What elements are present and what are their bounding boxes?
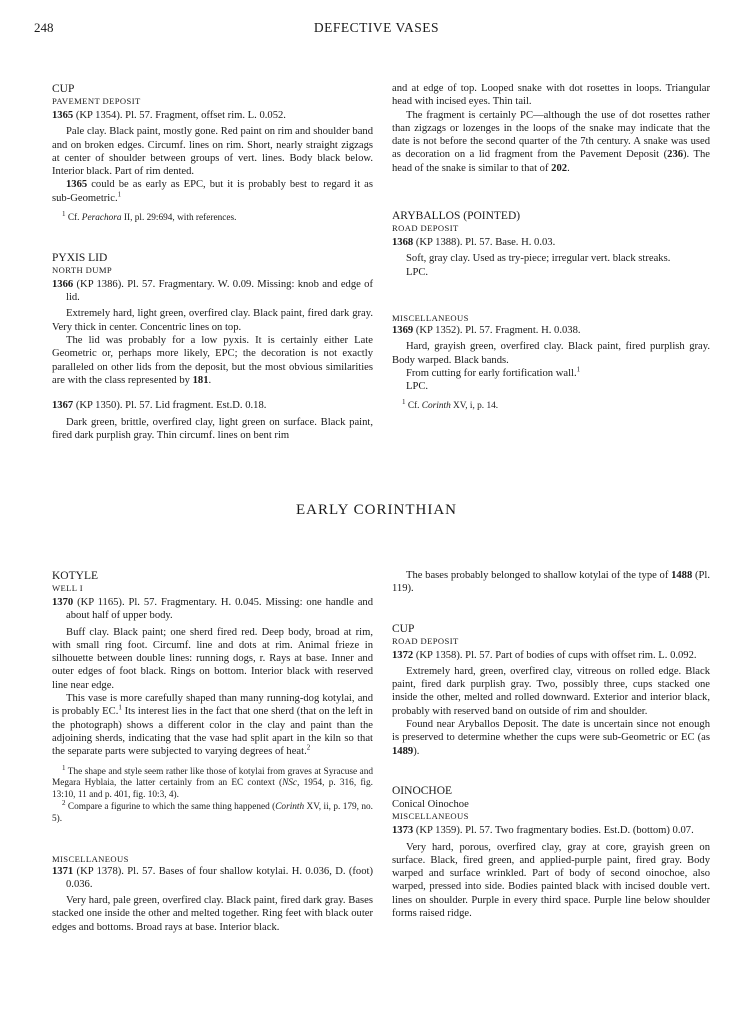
footnote-italic: NSc [282,778,298,789]
footnote-number: 1 [62,209,66,218]
catalog-ref: 1365 [66,179,88,191]
left-bottom-column [52,569,373,934]
catalog-number: 1372 [392,649,414,661]
footnote-number: 1 [62,763,66,772]
comment-text: could be as early as EPC, but it is probably best to regard it as sub-Geometric. [52,179,373,204]
entry-1366-header [52,278,373,305]
footnote-right-1 [392,398,710,413]
footnote-kotyle-2 [52,798,374,826]
oinochoe-deposit: MISCELLANEOUS [392,811,469,822]
entry-1365-description: Pale clay. Black paint, mostly gone. Red paint on rim and shoulder band and on broken edges. Circumf. lines on rim. Short, nearly straight zigzags at center of shoulder between groups of vert. lines. Body black below. Interior black. Part of rim dented. [52,126,373,178]
comment-text: Found near Aryballos Deposit. The date is uncertain since not enough is preserved to determine whether the cups were sub-Geometric or EC (as [392,719,710,744]
entry-1370-comment [52,692,373,758]
entry-1372-header [392,649,710,662]
entry-1368-header [392,236,710,249]
catalog-ref: 1488 [671,570,693,581]
catalog-number: 1366 [52,278,74,290]
entry-text: (KP 1350). Pl. 57. Lid fragment. Est.D. 0.18. [73,400,267,412]
page-number: 248 [34,20,54,35]
cup-deposit: PAVEMENT DEPOSIT [52,96,141,106]
catalog-number: 1367 [52,400,74,412]
footnote-text: Cf. [65,213,82,224]
right-top-column [392,82,710,413]
catalog-number: 1368 [392,237,414,249]
catalog-number: 1370 [52,597,74,608]
comment-text: The fragment is certainly PC—although the use of dot rosettes rather than zigzags or lozenges in the loops of the snake may indicate that the date is not before the second quarter of the 7th century. A snake was used as decoration on a lid fragment from the Pavement Deposit ( [392,109,710,161]
comment-text: Its interest lies in the fact that one sherd (that on the left in the photograph) shows a different color in the clay and paint than the adjoining sherds, indicating that the vase had split apart in the kiln so that the separate parts were subjected to varying degrees of heat. [52,706,373,758]
entry-1372-description: Extremely hard, green, overfired clay, vitreous on rolled edge. Black paint, fired dark purplish gray. Two, possibly three, cups stacked one inside the other, melted and rolled downward. Exterior and interior black, probably with reserved band on outside of rim and shoulder. [392,665,710,717]
footnote-marker: 1 [118,703,122,712]
entry-1366-comment [52,334,373,387]
pyxis-deposit: NORTH DUMP [52,264,113,275]
catalog-number: 1373 [392,825,414,837]
note-text: From cutting for early fortification wall. [406,367,577,379]
entry-text: (KP 1378). Pl. 57. Bases of four shallow kotylai. H. 0.036, D. (foot) 0.036. [66,865,373,890]
footnote-italic: Perachora [81,213,122,224]
entry-1367-header [52,399,373,412]
catalog-number: 1369 [392,324,414,336]
catalog-ref: 202 [551,162,568,174]
entry-1370-description: Buff clay. Black paint; one sherd fired red. Deep body, broad at rim, with small ring foot. Circumf. line and dots at rim. Animal frieze in silhouette between double lines: running dogs, r. Rays at base. Inner and outer edges of foot black. Rings on bottom. Interior black with reserved line near edge. [52,626,373,691]
comment-text: ). [413,745,420,757]
misc-heading: MISCELLANEOUS [52,853,129,864]
entry-1373-header [392,824,710,837]
comment-text: . [208,374,212,386]
footnote-italic: Corinth [275,801,305,812]
kotyle-heading: KOTYLE [52,570,98,582]
comment-text: This vase is more carefully shaped than many running-dog kotylai, and is probably EC. [52,693,373,718]
entry-1371-header [52,865,373,892]
entry-text: (KP 1165). Pl. 57. Fragmentary. H. 0.045. Missing: one handle and about half of upper body. [66,597,373,622]
entry-1369-note [392,367,710,380]
entry-text: (KP 1388). Pl. 57. Base. H. 0.03. [413,237,556,249]
entry-1368-description: Soft, gray clay. Used as try-piece; irregular vert. black streaks. [406,253,671,265]
entry-text: (KP 1359). Pl. 57. Two fragmentary bodies. Est.D. (bottom) 0.07. [413,825,694,837]
footnote-text: , 1954, p. 316, fig. 13:10, 11 and p. 401, fig. 10:3, 4). [52,778,373,801]
footnote-text: XV, ii, p. 179, no. 5). [52,801,374,824]
footnote-marker: 1 [117,190,122,199]
entry-1367-description: Dark green, brittle, overfired clay, light green on surface. Black paint, fired dark purplish gray. Thin circumf. lines on bent rim [52,416,373,441]
cup-heading: CUP [52,83,75,95]
oinochoe-heading: OINOCHOE [392,784,453,797]
section-title: EARLY CORINTHIAN [295,502,457,518]
footnote-text: XV, i, p. 14. [450,401,499,412]
entry-text: (KP 1386). Pl. 57. Fragmentary. W. 0.09. Missing: knob and edge of lid. [66,278,373,304]
misc-heading: MISCELLANEOUS [392,312,469,323]
footnote-text: Cf. [405,401,422,412]
cup-heading: CUP [392,622,415,635]
entry-1369-description: Hard, grayish green, overfired clay. Black paint, fired purplish gray. Body warped. Black bands. [392,341,710,366]
comment-text: . [567,162,570,174]
left-top-column [52,82,373,442]
running-title: DEFECTIVE VASES [313,20,440,35]
entry-1365-comment [52,178,373,205]
footnote-marker: 1 [576,365,581,374]
entry-1365-header [52,109,373,122]
entry-text: (KP 1358). Pl. 57. Part of bodies of cups with offset rim. L. 0.092. [413,649,697,661]
comment-text: The lid was probably for a low pyxis. It is certainly either Late Geometric or, perhaps more likely, EPC; the decoration is not exactly paralleled on other lids from the deposit, but the most obvious similarities are with the class represented by [52,335,373,386]
catalog-number: 1365 [52,110,74,121]
entry-1372-comment [392,718,710,758]
footnote-text: II, pl. 29:694, with references. [121,213,237,224]
right-bottom-column [392,569,710,920]
aryballos-heading: ARYBALLOS (POINTED) [392,210,521,223]
entry-1373-description: Very hard, porous, overfired clay, gray at core, grayish green on surface. Black, fired green, and applied-purple paint, fired gray. Body warped and surface wrinkled. Part of body of second oinochoe, also warped, pressed into side. Bodies painted black with incised double vert. lines on shoulder. Purple in every third space. Purple line below shoulder forms raised ridge. [392,841,710,920]
aryballos-deposit: ROAD DEPOSIT [392,223,459,234]
cup-deposit: ROAD DEPOSIT [392,635,459,646]
footnote-marker: 2 [306,743,311,752]
footnote-number: 1 [402,398,406,407]
catalog-ref: 1489 [392,745,414,757]
oinochoe-subheading: Conical Oinochoe [392,798,469,810]
comment-text: ). The head of the snake is similar to that of [392,149,710,174]
entry-1367-continued: and at edge of top. Looped snake with dot rosettes in loops. Triangular head with incised eyes. Thin tail. [392,83,710,108]
pyxis-heading: PYXIS LID [52,251,108,264]
footnote-text: The shape and style seem rather like those of kotylai from graves at Syracuse and Megara Hyblaia, the latter certainly from an EC context ( [52,766,373,789]
footnote-number: 2 [62,798,66,807]
entry-1370-header [52,596,373,623]
entry-1368-date: LPC. [406,266,429,278]
catalog-number: 1371 [52,865,74,877]
catalog-ref: 181 [192,374,209,386]
entry-1369-date: LPC. [406,381,429,393]
footnote-kotyle-1 [52,763,373,802]
entry-1366-description: Extremely hard, light green, overfired clay. Black paint, fired dark gray. Very thick in center. Concentric lines on top. [52,308,373,333]
entry-text: (KP 1354). Pl. 57. Fragment, offset rim. L. 0.052. [73,110,286,121]
entry-1367-comment [392,109,710,175]
comment-text: (Pl. 119). [392,570,710,595]
footnote-italic: Corinth [421,401,451,412]
kotyle-deposit: WELL I [52,583,83,593]
entry-text: (KP 1352). Pl. 57. Fragment. H. 0.038. [413,324,581,336]
footnote-text: Compare a figurine to which the same thing happened ( [65,801,276,812]
catalog-ref: 236 [667,149,684,161]
entry-1371-description: Very hard, pale green, overfired clay. Black paint, fired dark gray. Bases stacked one inside the other and melted together. Ring feet with black outer edges and bottoms. Broad rays at base. Interior black. [52,895,373,933]
footnote-1 [52,209,373,225]
comment-text: The bases probably belonged to shallow kotylai of the type of [406,570,672,581]
entry-1369-header [392,324,710,337]
entry-1371-comment [392,569,710,596]
